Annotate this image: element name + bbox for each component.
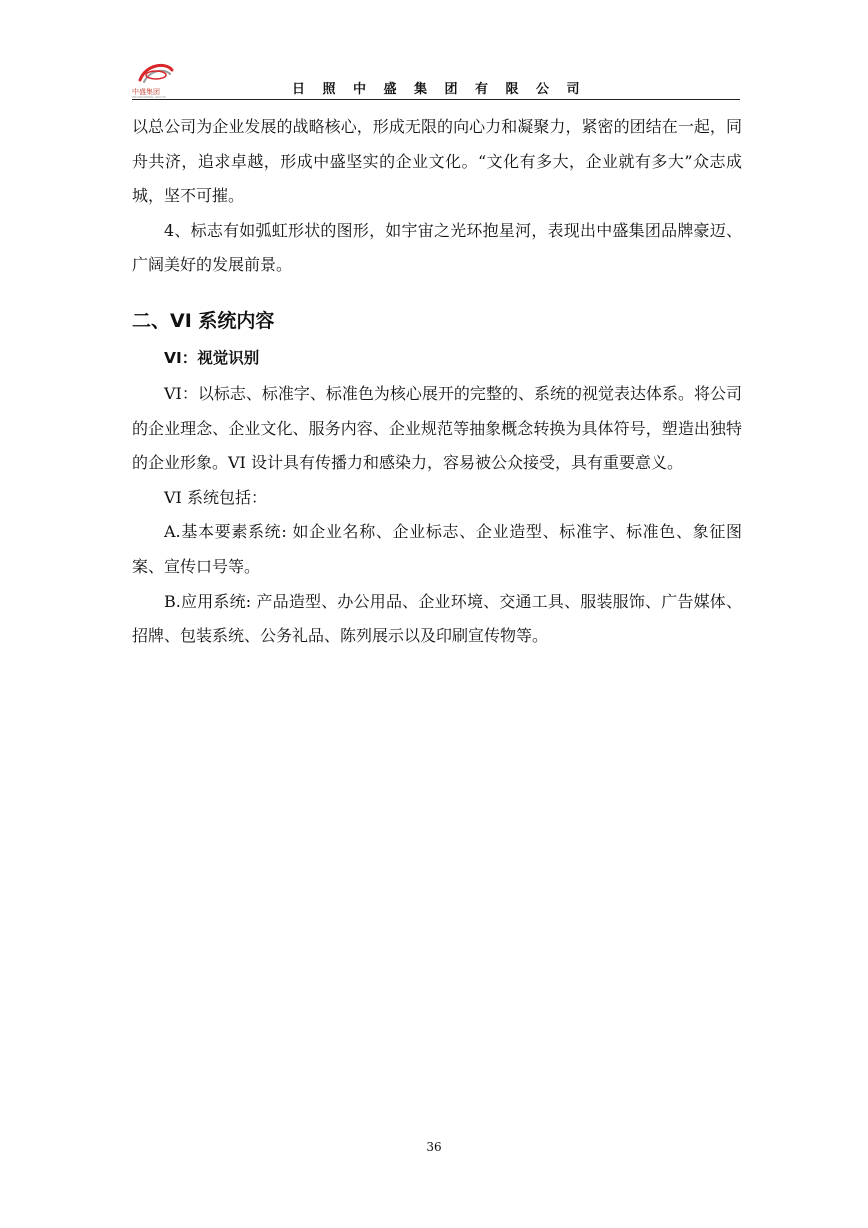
paragraph-4: VI 系统包括：: [164, 487, 267, 507]
logo-text: 中盛集团: [132, 88, 160, 96]
section-title: 二、VI 系统内容: [132, 309, 275, 332]
document-body: [132, 110, 742, 654]
logo-subtext: ZHONGSHENG GROUP: [132, 95, 166, 99]
company-logo: [132, 60, 180, 98]
logo-arc-icon: [136, 60, 176, 86]
page-number: 36: [426, 1140, 442, 1154]
paragraph-1: 以总公司为企业发展的战略核心，形成无限的向心力和凝聚力，紧密的团结在一起，同舟共济，追求卓越，形成中盛坚实的企业文化。“文化有多大，企业就有多大”众志成城，坚不可摧。: [132, 117, 742, 206]
company-name: 日照中盛集团有限公司: [292, 82, 598, 97]
paragraph-2: 4、标志有如弧虹形状的图形，如宇宙之光环抱星河，表现出中盛集团品牌豪迈、广阔美好的发展前景。: [132, 220, 742, 275]
section-subheading: VI：视觉识别: [164, 348, 260, 367]
header-divider: [132, 99, 740, 100]
paragraph-3: VI：以标志、标准字、标准色为核心展开的完整的、系统的视觉表达体系。将公司的企业理念、企业文化、服务内容、企业规范等抽象概念转换为具体符号，塑造出独特的企业形象。VI 设计具有传播力和感染力，容易被公众接受，具有重要意义。: [132, 383, 742, 473]
page-header: [132, 58, 740, 100]
paragraph-5: A.基本要素系统: 如企业名称、企业标志、企业造型、标准字、标准色、象征图案、宣传口号等。: [132, 522, 742, 576]
paragraph-6: B.应用系统: 产品造型、办公用品、企业环境、交通工具、服装服饰、广告媒体、招牌、包装系统、公务礼品、陈列展示以及印刷宣传物等。: [132, 591, 742, 646]
